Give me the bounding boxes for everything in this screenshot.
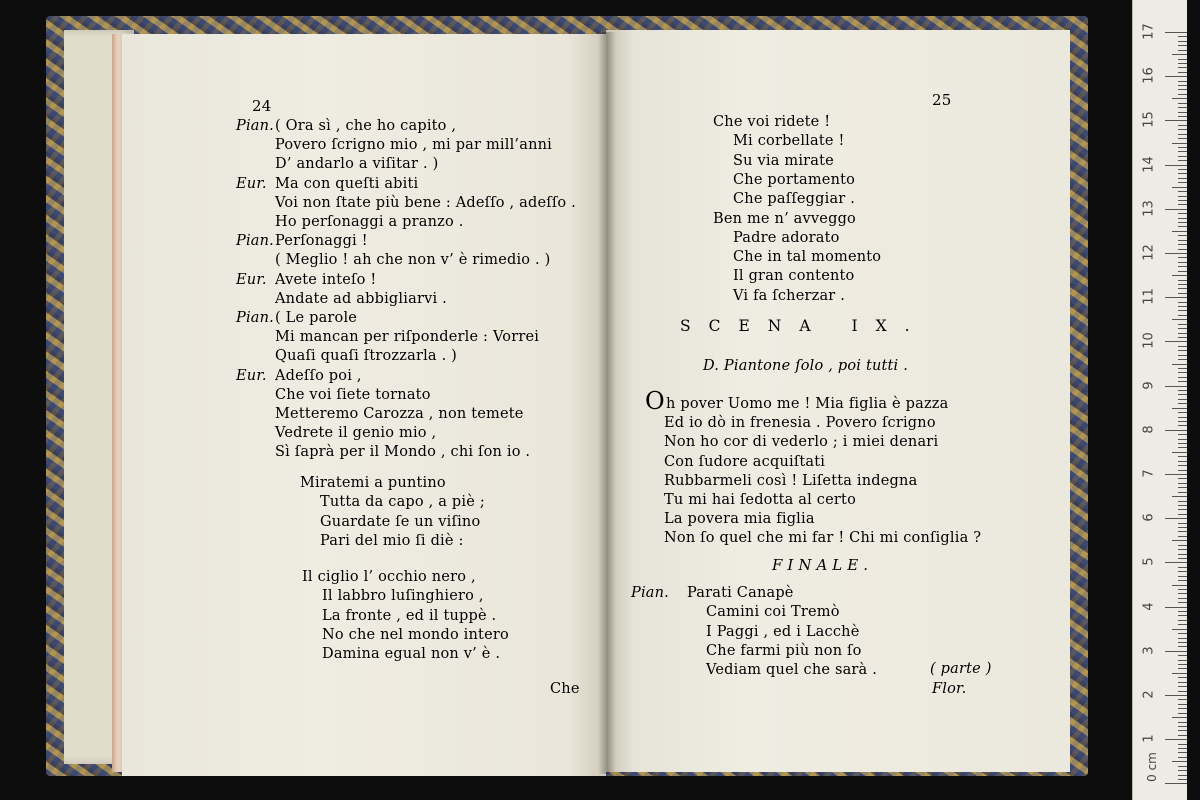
ruler-number: 9 — [1141, 380, 1157, 390]
ruler-tick — [1165, 209, 1187, 210]
aria-line: Che in tal momento — [733, 249, 882, 266]
ruler-tick — [1178, 523, 1187, 524]
page-number: 24 — [252, 97, 272, 115]
ruler-tick — [1178, 266, 1187, 267]
aria-line: Su via mirate — [733, 152, 834, 169]
verse-line: I Paggi , ed i Lacchè — [706, 623, 860, 640]
ruler-number: 14 — [1141, 155, 1157, 173]
ruler-tick — [1178, 748, 1187, 749]
ruler-tick — [1178, 368, 1187, 369]
ruler-tick — [1178, 638, 1187, 639]
stage-direction: ( parte ) — [930, 661, 992, 677]
ruler-number: 17 — [1141, 23, 1157, 40]
aria-line: Miratemi a puntino — [300, 475, 446, 491]
ruler-tick — [1178, 509, 1187, 510]
ruler-tick — [1178, 169, 1187, 170]
ruler-tick — [1172, 717, 1187, 718]
ruler-tick — [1178, 222, 1187, 223]
catchword: Flor. — [932, 681, 967, 697]
measurement-ruler — [1132, 0, 1187, 800]
ruler-tick — [1165, 253, 1187, 254]
ruler-tick — [1178, 399, 1187, 400]
verse-line: Quaſi quaſi ſtrozzarla . ) — [275, 348, 458, 365]
ruler-tick — [1178, 112, 1187, 113]
aria-line: Che voi ridete ! — [713, 114, 831, 130]
ruler-tick — [1178, 271, 1187, 272]
ruler-tick — [1178, 394, 1187, 395]
ruler-tick — [1178, 567, 1187, 568]
ruler-tick — [1172, 761, 1187, 762]
ruler-tick — [1178, 235, 1187, 236]
ruler-tick — [1178, 682, 1187, 683]
verse-line: Che farmi più non ſo — [706, 642, 862, 659]
ruler-tick — [1178, 549, 1187, 550]
speaker-label: Eur. — [236, 175, 267, 192]
ruler-tick — [1178, 487, 1187, 488]
ruler-tick — [1178, 381, 1187, 382]
ruler-tick — [1178, 147, 1187, 148]
ruler-tick — [1178, 646, 1187, 647]
ruler-tick — [1178, 328, 1187, 329]
ruler-tick — [1178, 107, 1187, 108]
ruler-tick — [1178, 655, 1187, 656]
ruler-tick — [1178, 191, 1187, 192]
ruler-number: 11 — [1141, 288, 1157, 305]
verse-line: La povera mia figlia — [664, 511, 815, 528]
ruler-tick — [1178, 704, 1187, 705]
verse-line: Perſonaggi ! — [275, 233, 368, 250]
verse-line: ( Ora sì , che ho capito , — [275, 118, 457, 134]
ruler-tick — [1178, 240, 1187, 241]
ruler-tick — [1178, 677, 1187, 678]
verse-line: Ed io dò in frenesia . Povero ſcrigno — [664, 415, 936, 432]
ruler-tick — [1178, 615, 1187, 616]
ruler-tick — [1172, 187, 1187, 188]
ruler-tick — [1178, 302, 1187, 303]
ruler-number: 6 — [1141, 513, 1157, 522]
speaker-label: Eur. — [236, 271, 267, 288]
scene-subheading: D. Piantone ſolo , poi tutti . — [703, 358, 909, 374]
ruler-tick — [1178, 501, 1187, 502]
ruler-tick — [1172, 585, 1187, 586]
aria-line: Pari del mio ſi diè : — [320, 532, 464, 549]
ruler-tick — [1178, 324, 1187, 325]
ruler-tick — [1178, 708, 1187, 709]
ruler-tick — [1178, 333, 1187, 334]
ruler-tick — [1178, 461, 1187, 462]
ruler-tick — [1178, 350, 1187, 351]
verse-line: Vedrete il genio mio , — [275, 425, 437, 442]
scene-heading: SCENA IX. — [680, 317, 928, 335]
ruler-number: 1 — [1141, 734, 1157, 743]
ruler-tick — [1178, 36, 1187, 37]
ruler-tick — [1165, 120, 1187, 121]
ruler-number: 10 — [1141, 332, 1157, 350]
ruler-tick — [1178, 94, 1187, 95]
aria-line: Padre adorato — [733, 229, 840, 246]
verse-line: Ho perſonaggi a pranzo . — [275, 214, 464, 230]
ruler-tick — [1178, 470, 1187, 471]
verse-line: Sì ſaprà per il Mondo , chi ſon io . — [275, 444, 531, 461]
ruler-tick — [1178, 589, 1187, 590]
verse-line: Rubbarmeli così ! Liſetta indegna — [664, 472, 918, 489]
ruler-tick — [1178, 779, 1187, 780]
ruler-tick — [1178, 249, 1187, 250]
ruler-tick — [1178, 178, 1187, 179]
ruler-tick — [1172, 54, 1187, 55]
ruler-tick — [1178, 315, 1187, 316]
verse-line: Mi mancan per riſponderle : Vorrei — [275, 329, 540, 346]
ruler-tick — [1178, 156, 1187, 157]
ruler-tick — [1178, 41, 1187, 42]
ruler-tick — [1178, 59, 1187, 60]
ruler-tick — [1178, 81, 1187, 82]
ruler-tick — [1178, 492, 1187, 493]
ruler-tick — [1178, 63, 1187, 64]
ruler-tick — [1165, 783, 1187, 784]
ruler-number: 15 — [1141, 111, 1157, 129]
ruler-tick — [1165, 341, 1187, 342]
ruler-tick — [1178, 691, 1187, 692]
ruler-tick — [1178, 593, 1187, 594]
verse-line: Ma con queſti abiti — [275, 175, 419, 192]
ruler-tick — [1178, 770, 1187, 771]
ruler-tick — [1178, 134, 1187, 135]
ruler-tick — [1178, 403, 1187, 404]
ruler-tick — [1178, 620, 1187, 621]
ruler-tick — [1178, 434, 1187, 435]
aria-line: Tutta da capo , a piè ; — [320, 494, 485, 511]
ruler-tick — [1165, 739, 1187, 740]
ruler-tick — [1178, 337, 1187, 338]
ruler-tick — [1178, 664, 1187, 665]
ruler-tick — [1178, 713, 1187, 714]
page-number: 25 — [932, 91, 952, 109]
ruler-tick — [1178, 558, 1187, 559]
ruler-tick — [1178, 699, 1187, 700]
ruler-tick — [1178, 726, 1187, 727]
ruler-tick — [1178, 45, 1187, 46]
ruler-tick — [1172, 143, 1187, 144]
ruler-tick — [1172, 496, 1187, 497]
ruler-tick — [1165, 165, 1187, 166]
verse-line: Con ſudore acquiſtati — [664, 453, 826, 470]
ruler-tick — [1178, 757, 1187, 758]
verse-line: D’ andarlo a viſitar . ) — [275, 156, 439, 173]
ruler-tick — [1165, 518, 1187, 519]
aria-line: La fronte , ed il tuppè . — [322, 607, 497, 624]
ruler-tick — [1178, 545, 1187, 546]
ruler-tick — [1178, 571, 1187, 572]
ruler-tick — [1178, 642, 1187, 643]
ruler-tick — [1178, 377, 1187, 378]
ruler-tick — [1178, 50, 1187, 51]
verse-line: ( Le parole — [275, 310, 358, 326]
ruler-tick — [1178, 447, 1187, 448]
ruler-tick — [1178, 439, 1187, 440]
ruler-tick — [1178, 735, 1187, 736]
ruler-tick — [1165, 430, 1187, 431]
ruler-tick — [1178, 244, 1187, 245]
ruler-tick — [1178, 89, 1187, 90]
ruler-tick — [1178, 67, 1187, 68]
ruler-tick — [1178, 116, 1187, 117]
verse-line: Povero ſcrigno mio , mi par mill’anni — [275, 137, 552, 154]
ruler-tick — [1178, 226, 1187, 227]
ruler-tick — [1178, 151, 1187, 152]
ruler-tick — [1178, 766, 1187, 767]
ruler-tick — [1178, 752, 1187, 753]
ruler-tick — [1178, 204, 1187, 205]
ruler-tick — [1178, 443, 1187, 444]
ruler-tick — [1178, 425, 1187, 426]
verse-line: Tu mi hai ſedotta al certo — [664, 492, 856, 508]
book-gutter — [598, 32, 616, 774]
ruler-tick — [1178, 536, 1187, 537]
speaker-label: Pian. — [631, 585, 669, 601]
ruler-number: 2 — [1141, 690, 1157, 699]
ruler-tick — [1178, 257, 1187, 258]
verse-line: Vediam quel che sarà . — [706, 662, 878, 679]
ruler-tick — [1178, 213, 1187, 214]
ruler-tick — [1165, 32, 1187, 33]
ruler-tick — [1178, 182, 1187, 183]
ruler-tick — [1165, 474, 1187, 475]
verse-line: Avete inteſo ! — [275, 271, 377, 288]
aria-line: Guardate ſe un viſino — [320, 513, 481, 530]
aria-line: Il gran contento — [733, 268, 855, 285]
ruler-tick — [1178, 775, 1187, 776]
speaker-label: Eur. — [236, 367, 267, 384]
ruler-number: 5 — [1141, 557, 1157, 567]
ruler-tick — [1178, 72, 1187, 73]
aria-line: Ben me n’ avveggo — [713, 210, 856, 227]
ruler-tick — [1178, 262, 1187, 263]
ruler-tick — [1172, 275, 1187, 276]
verse-line: Voi non ſtate più bene : Adeſſo , adeſſo . — [275, 194, 576, 211]
ruler-number: 16 — [1141, 67, 1157, 84]
ruler-tick — [1178, 531, 1187, 532]
ruler-tick — [1178, 103, 1187, 104]
ruler-tick — [1165, 562, 1187, 563]
ruler-tick — [1178, 624, 1187, 625]
ruler-tick — [1178, 160, 1187, 161]
ruler-number: 3 — [1141, 646, 1157, 655]
ruler-tick — [1165, 386, 1187, 387]
ruler-tick — [1178, 744, 1187, 745]
verse-line: Andate ad abbigliarvi . — [275, 290, 447, 307]
ruler-tick — [1172, 364, 1187, 365]
ruler-tick — [1178, 580, 1187, 581]
verse-line: Non ſo quel che mi far ! Chi mi conſiglia ? — [664, 530, 982, 547]
ruler-tick — [1178, 417, 1187, 418]
ruler-number: 8 — [1141, 425, 1157, 434]
ruler-tick — [1172, 319, 1187, 320]
ruler-tick — [1178, 722, 1187, 723]
ruler-tick — [1178, 173, 1187, 174]
ruler-tick — [1178, 554, 1187, 555]
ruler-tick — [1178, 483, 1187, 484]
ruler-tick — [1178, 355, 1187, 356]
ruler-tick — [1172, 98, 1187, 99]
drop-cap: O — [645, 387, 665, 415]
ruler-tick — [1178, 602, 1187, 603]
ruler-tick — [1178, 85, 1187, 86]
ruler-tick — [1178, 730, 1187, 731]
aria-line: Mi corbellate ! — [733, 133, 845, 150]
ruler-tick — [1165, 76, 1187, 77]
ruler-tick — [1178, 598, 1187, 599]
ruler-tick — [1165, 607, 1187, 608]
ruler-tick — [1178, 576, 1187, 577]
speaker-label: Pian. — [236, 310, 274, 326]
ruler-number: 12 — [1141, 244, 1157, 261]
ruler-tick — [1178, 660, 1187, 661]
ruler-tick — [1172, 540, 1187, 541]
ruler-tick — [1172, 629, 1187, 630]
ruler-tick — [1178, 456, 1187, 457]
ruler-tick — [1178, 390, 1187, 391]
aria-line: Damina egual non v’ è . — [322, 646, 501, 663]
verse-line: Adeſſo poi , — [275, 367, 362, 384]
ruler-tick — [1178, 288, 1187, 289]
ruler-tick — [1172, 673, 1187, 674]
ruler-tick — [1178, 125, 1187, 126]
ruler-number: 7 — [1141, 469, 1157, 478]
ruler-tick — [1178, 514, 1187, 515]
ruler-tick — [1178, 200, 1187, 201]
ruler-tick — [1178, 359, 1187, 360]
aria-line: Il ciglio l’ occhio nero , — [302, 569, 476, 585]
ruler-tick — [1178, 478, 1187, 479]
ruler-number: 4 — [1141, 601, 1157, 611]
ruler-tick — [1165, 297, 1187, 298]
aria-line: Vi fa ſcherzar . — [733, 287, 846, 304]
ruler-tick — [1178, 465, 1187, 466]
aria-line: Che paſſeggiar . — [733, 191, 856, 208]
ruler-tick — [1178, 668, 1187, 669]
ruler-tick — [1178, 310, 1187, 311]
ruler-tick — [1178, 421, 1187, 422]
ruler-tick — [1178, 196, 1187, 197]
finale-heading: FINALE. — [772, 556, 873, 574]
ruler-tick — [1178, 306, 1187, 307]
ruler-tick — [1178, 527, 1187, 528]
ruler-tick — [1178, 218, 1187, 219]
ruler-tick — [1172, 452, 1187, 453]
ruler-number: 13 — [1141, 200, 1157, 217]
aria-line: Che portamento — [733, 171, 856, 188]
ruler-tick — [1165, 651, 1187, 652]
ruler-tick — [1178, 346, 1187, 347]
verse-line: Metteremo Carozza , non temete — [275, 406, 524, 422]
speaker-label: Pian. — [236, 233, 274, 250]
ruler-tick — [1178, 284, 1187, 285]
verse-line: h pover Uomo me ! Mia figlia è pazza — [666, 396, 949, 412]
ruler-tick — [1178, 280, 1187, 281]
catchword: Che — [550, 681, 580, 697]
aria-line: Il labbro luſinghiero , — [322, 588, 484, 605]
ruler-tick — [1178, 611, 1187, 612]
ruler-tick — [1178, 633, 1187, 634]
verse-line: ( Meglio ! ah che non v’ è rimedio . ) — [275, 252, 551, 269]
ruler-tick — [1178, 293, 1187, 294]
ruler-unit-label: 0 cm — [1144, 752, 1159, 782]
verse-line: Che voi ſiete tornato — [275, 386, 431, 403]
aria-line: No che nel mondo intero — [322, 626, 509, 643]
speaker-label: Pian. — [236, 118, 274, 134]
ruler-tick — [1178, 412, 1187, 413]
ruler-tick — [1178, 686, 1187, 687]
ruler-tick — [1172, 231, 1187, 232]
ruler-tick — [1178, 372, 1187, 373]
verse-line: Camini coi Tremò — [706, 604, 840, 621]
ruler-tick — [1172, 408, 1187, 409]
verse-line: Non ho cor di vederlo ; i miei denari — [664, 434, 939, 451]
verse-line: Parati Canapè — [687, 585, 794, 601]
ruler-tick — [1178, 505, 1187, 506]
ruler-tick — [1165, 695, 1187, 696]
ruler-tick — [1178, 138, 1187, 139]
ruler-tick — [1178, 129, 1187, 130]
